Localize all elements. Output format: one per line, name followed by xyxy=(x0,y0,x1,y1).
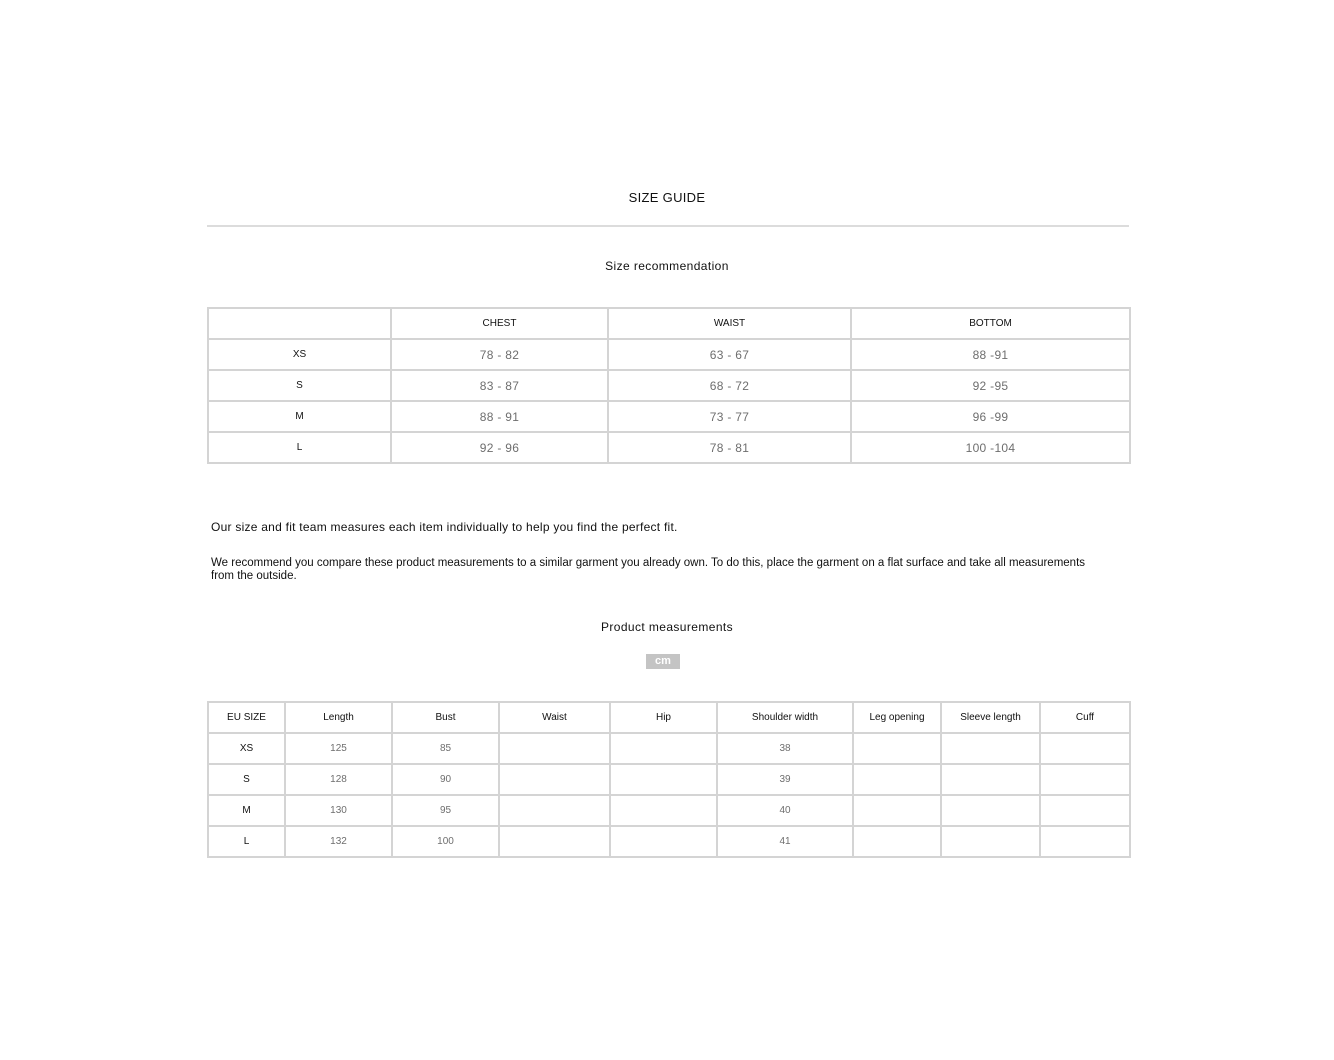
table-row xyxy=(208,733,1130,764)
chest-cell: 88 - 91 xyxy=(391,401,608,432)
shoulder-width-cell: 41 xyxy=(717,826,853,857)
table-row xyxy=(208,432,1130,463)
waist-cell xyxy=(499,826,610,857)
waist-cell: 73 - 77 xyxy=(608,401,851,432)
header-cell-cuff: Cuff xyxy=(1040,702,1130,733)
waist-cell: 68 - 72 xyxy=(608,370,851,401)
product-measurements-heading: Product measurements xyxy=(600,620,734,634)
bust-cell: 85 xyxy=(392,733,499,764)
table-header-row xyxy=(208,702,1130,733)
bottom-cell: 88 -91 xyxy=(851,339,1130,370)
product-measurements-table xyxy=(207,701,1131,858)
size-recommendation-table xyxy=(207,307,1131,464)
bust-cell: 90 xyxy=(392,764,499,795)
cuff-cell xyxy=(1040,826,1130,857)
bottom-cell: 100 -104 xyxy=(851,432,1130,463)
title-divider xyxy=(207,225,1129,227)
hip-cell xyxy=(610,733,717,764)
length-cell: 128 xyxy=(285,764,392,795)
unit-toggle-cm[interactable]: cm xyxy=(646,654,680,669)
table-header-row xyxy=(208,308,1130,339)
header-cell-leg-opening: Leg opening xyxy=(853,702,941,733)
chest-cell: 92 - 96 xyxy=(391,432,608,463)
size-cell: XS xyxy=(208,339,391,370)
header-cell-hip: Hip xyxy=(610,702,717,733)
size-cell: L xyxy=(208,432,391,463)
hip-cell xyxy=(610,795,717,826)
cuff-cell xyxy=(1040,795,1130,826)
hip-cell xyxy=(610,764,717,795)
table-row xyxy=(208,401,1130,432)
table-row xyxy=(208,764,1130,795)
bottom-cell: 96 -99 xyxy=(851,401,1130,432)
bust-cell: 100 xyxy=(392,826,499,857)
waist-cell xyxy=(499,733,610,764)
waist-cell: 63 - 67 xyxy=(608,339,851,370)
chest-cell: 78 - 82 xyxy=(391,339,608,370)
header-cell-length: Length xyxy=(285,702,392,733)
size-cell: L xyxy=(208,826,285,857)
size-cell: M xyxy=(208,401,391,432)
cuff-cell xyxy=(1040,733,1130,764)
bust-cell: 95 xyxy=(392,795,499,826)
waist-cell xyxy=(499,764,610,795)
shoulder-width-cell: 39 xyxy=(717,764,853,795)
size-cell: S xyxy=(208,370,391,401)
table-row xyxy=(208,795,1130,826)
leg-opening-cell xyxy=(853,826,941,857)
bottom-cell: 92 -95 xyxy=(851,370,1130,401)
page-title: SIZE GUIDE xyxy=(628,190,706,205)
size-cell: M xyxy=(208,795,285,826)
chest-cell: 83 - 87 xyxy=(391,370,608,401)
sleeve-length-cell xyxy=(941,826,1040,857)
header-cell-sleeve-length: Sleeve length xyxy=(941,702,1040,733)
header-cell-waist: WAIST xyxy=(608,308,851,339)
length-cell: 125 xyxy=(285,733,392,764)
table-row xyxy=(208,370,1130,401)
header-cell-shoulder-width: Shoulder width xyxy=(717,702,853,733)
header-cell-bottom: BOTTOM xyxy=(851,308,1130,339)
table-row xyxy=(208,339,1130,370)
header-cell-eu-size: EU SIZE xyxy=(208,702,285,733)
header-cell-chest: CHEST xyxy=(391,308,608,339)
size-recommendation-heading: Size recommendation xyxy=(605,259,729,273)
sleeve-length-cell xyxy=(941,733,1040,764)
waist-cell: 78 - 81 xyxy=(608,432,851,463)
leg-opening-cell xyxy=(853,795,941,826)
sleeve-length-cell xyxy=(941,764,1040,795)
sleeve-length-cell xyxy=(941,795,1040,826)
header-cell-waist: Waist xyxy=(499,702,610,733)
header-cell-bust: Bust xyxy=(392,702,499,733)
header-cell-empty xyxy=(208,308,391,339)
length-cell: 130 xyxy=(285,795,392,826)
table-row xyxy=(208,826,1130,857)
size-cell: XS xyxy=(208,733,285,764)
waist-cell xyxy=(499,795,610,826)
leg-opening-cell xyxy=(853,733,941,764)
size-cell: S xyxy=(208,764,285,795)
fit-team-note: Our size and fit team measures each item individually to help you find the perfect fit. xyxy=(211,520,678,534)
leg-opening-cell xyxy=(853,764,941,795)
cuff-cell xyxy=(1040,764,1130,795)
compare-note: We recommend you compare these product measurements to a similar garment you already own. To do this, place the garment on a flat surface and take all measurements from the outside. xyxy=(211,557,1086,582)
hip-cell xyxy=(610,826,717,857)
shoulder-width-cell: 38 xyxy=(717,733,853,764)
shoulder-width-cell: 40 xyxy=(717,795,853,826)
length-cell: 132 xyxy=(285,826,392,857)
